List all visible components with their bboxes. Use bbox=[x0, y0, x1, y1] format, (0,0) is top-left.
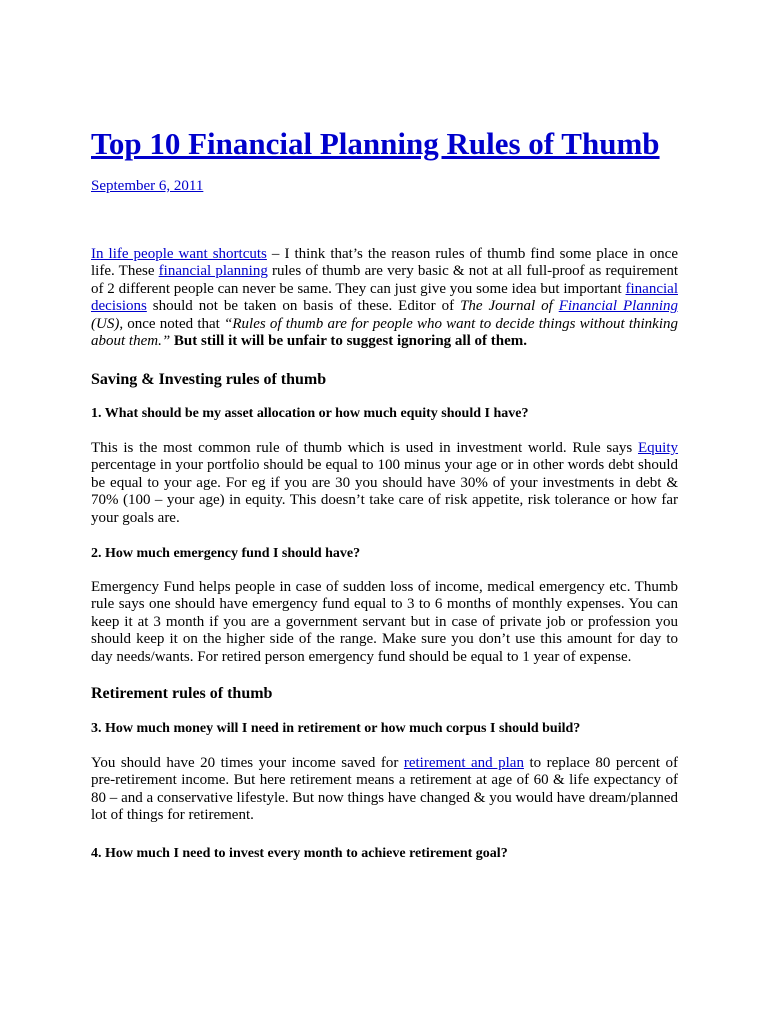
financial-planning-link[interactable]: financial planning bbox=[158, 263, 268, 280]
answer-1-text-a: This is the most common rule of thumb which is used in investment world. Rule says bbox=[91, 440, 638, 456]
shortcuts-link[interactable]: In life people want shortcuts bbox=[91, 246, 267, 262]
question-4: 4. How much I need to invest every month to achieve retirement goal? bbox=[91, 846, 508, 861]
journal-country: (US) bbox=[91, 315, 120, 332]
intro-text-2: rules of thumb are very basic & not at all full-proof as requirement of 2 different people can never be same. They can just give you some idea but important bbox=[91, 263, 678, 297]
answer-2-paragraph: Emergency Fund helps people in case of sudden loss of income, medical emergency etc. Thumb rule says one should have emergency fund equal to 3 to 6 months of monthly expenses. You can keep it at 3 month if you are a government servant but in case of private job or profession you should keep it on the higher side of the range. Make sure you don’t use this amount for day to day needs/wants. For retired person emergency fund should be equal to 1 year of expense. bbox=[91, 579, 678, 665]
answer-3-text-a: You should have 20 times your income saved for bbox=[91, 755, 404, 771]
equity-link[interactable]: Equity bbox=[638, 440, 678, 456]
answer-1-paragraph bbox=[91, 440, 678, 527]
editor-quote: “Rules of thumb are for people who want to decide things without thinking about them.” bbox=[91, 315, 678, 350]
question-1: 1. What should be my asset allocation or how much equity should I have? bbox=[91, 406, 529, 421]
journal-name: The Journal of bbox=[460, 298, 559, 315]
answer-3-text-b: to replace 80 percent of pre-retirement income. But here retirement means a retirement at age of 60 & life expectancy of 80 – and a conservative lifestyle. But now things have changed & you would have dream/planned lot of things for retirement. bbox=[91, 755, 679, 824]
answer-1-text-b: percentage in your portfolio should be equal to 100 minus your age or in other words debt should be equal to your age. For eg if you are 30 you should have 30% of your investments in debt & 70% (100 – your age) in equity. This doesn’t take care of risk appetite, risk tolerance or how far your goals are. bbox=[91, 457, 678, 526]
title-link[interactable]: Top 10 Financial Planning Rules of Thumb bbox=[91, 126, 660, 161]
question-2: 2. How much emergency fund I should have? bbox=[91, 546, 361, 561]
section-heading-retirement: Retirement rules of thumb bbox=[91, 685, 273, 702]
answer-3-paragraph bbox=[91, 755, 678, 825]
date-link[interactable]: September 6, 2011 bbox=[91, 178, 204, 194]
page-title[interactable] bbox=[91, 124, 660, 164]
retirement-plan-link[interactable]: retirement and plan bbox=[403, 755, 524, 771]
section-heading-saving: Saving & Investing rules of thumb bbox=[91, 371, 327, 388]
question-3: 3. How much money will I need in retirement or how much corpus I should build? bbox=[91, 721, 581, 736]
intro-text-5: , once noted that bbox=[119, 315, 225, 332]
intro-text-3: should not be taken on basis of these. Editor of bbox=[146, 298, 461, 315]
journal-link[interactable]: Financial Planning bbox=[558, 298, 678, 315]
intro-text-1: – I think that’s the reason rules of thumb find some place in once life. These bbox=[91, 246, 678, 280]
financial-decisions-link[interactable]: financial decisions bbox=[91, 280, 678, 315]
post-date[interactable] bbox=[91, 177, 203, 195]
intro-paragraph bbox=[91, 246, 678, 350]
intro-bold-text: But still it will be unfair to suggest ignoring all of them. bbox=[170, 333, 527, 350]
